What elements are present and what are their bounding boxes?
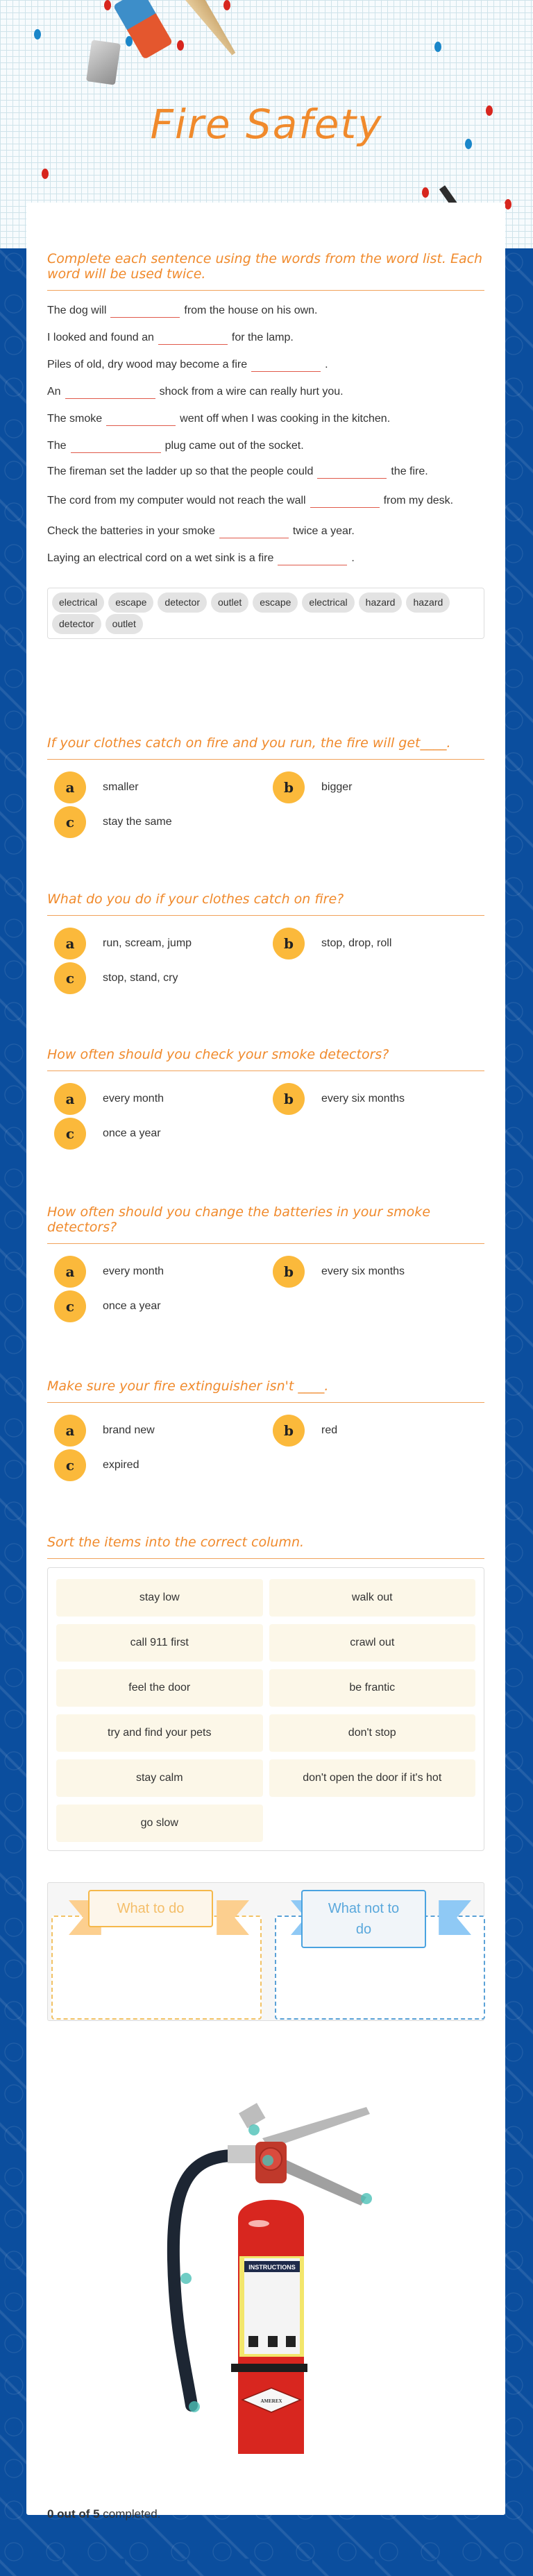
sentence-text: An — [47, 386, 61, 398]
confetti-dot — [42, 169, 49, 179]
confetti-dot — [126, 36, 133, 46]
confetti-dot — [34, 29, 41, 40]
hotspot-marker[interactable] — [180, 2273, 192, 2284]
sort-item[interactable]: be frantic — [269, 1669, 476, 1707]
option-letter-badge: c — [54, 962, 86, 994]
sentence-text: The dog will — [47, 305, 107, 316]
word-chip[interactable]: outlet — [211, 592, 248, 613]
question-3 — [47, 1047, 484, 1149]
sentence-text: . — [325, 359, 328, 370]
option-letter-badge: b — [273, 928, 305, 959]
sentence-1 — [47, 304, 484, 318]
sentence-text: from my desk. — [383, 495, 454, 506]
sort-item[interactable]: crawl out — [269, 1624, 476, 1662]
answer-options — [47, 1415, 484, 1481]
question-2 — [47, 892, 484, 993]
question-4 — [47, 1204, 484, 1322]
confetti-dot — [422, 187, 429, 198]
sentence-text: I looked and found an — [47, 332, 154, 343]
confetti-dot — [434, 42, 441, 52]
sort-title: Sort the items into the correct column. — [47, 1535, 484, 1559]
confetti-dot — [104, 0, 111, 10]
sentence-text: Piles of old, dry wood may become a fire — [47, 359, 248, 370]
sentence-text: went off when I was cooking in the kitchen. — [180, 413, 391, 425]
word-chip[interactable]: electrical — [52, 592, 104, 613]
word-chip[interactable]: outlet — [105, 614, 143, 634]
answer-options — [47, 1256, 484, 1322]
fill-in-section — [47, 251, 484, 639]
option-letter-badge: c — [54, 806, 86, 838]
sentence-6 — [47, 439, 484, 453]
question-1 — [47, 735, 484, 837]
word-bank — [47, 588, 484, 639]
sort-item[interactable]: don't open the door if it's hot — [269, 1759, 476, 1797]
blank-input[interactable] — [110, 305, 180, 318]
sentence-4 — [47, 385, 484, 399]
option-label: brand new — [103, 1424, 155, 1436]
sort-item[interactable]: don't stop — [269, 1714, 476, 1752]
option-label: smaller — [103, 781, 139, 793]
option-c[interactable] — [47, 1291, 266, 1322]
option-letter-badge: b — [273, 1083, 305, 1115]
answer-options — [47, 772, 484, 837]
sentence-text: shock from a wire can really hurt you. — [159, 386, 344, 398]
sort-item[interactable]: walk out — [269, 1579, 476, 1617]
sort-section — [47, 1535, 484, 1851]
completion-status — [47, 2507, 160, 2521]
option-letter-badge: c — [54, 1290, 86, 1322]
sentence-10 — [47, 552, 484, 565]
hotspot-marker[interactable] — [361, 2193, 372, 2204]
blank-input[interactable] — [65, 386, 155, 399]
completion-count: 0 out of 5 — [47, 2507, 100, 2520]
word-chip[interactable]: escape — [253, 592, 298, 613]
label-text: INSTRUCTIONS — [248, 2264, 296, 2271]
sentence-text: the fire. — [391, 466, 428, 477]
question-title: Make sure your fire extinguisher isn't ____. — [47, 1379, 484, 1403]
option-letter-badge: a — [54, 928, 86, 959]
option-a[interactable] — [47, 772, 266, 803]
sentence-text: from the house on his own. — [184, 305, 318, 316]
option-letter-badge: b — [273, 1415, 305, 1447]
blank-input[interactable] — [106, 413, 176, 426]
option-b[interactable] — [266, 928, 484, 959]
option-c[interactable] — [47, 963, 266, 993]
option-label: stay the same — [103, 816, 172, 828]
sort-item[interactable]: go slow — [56, 1805, 263, 1842]
blank-input[interactable] — [158, 332, 228, 345]
option-label: stop, stand, cry — [103, 972, 178, 984]
sentence-text: Check the batteries in your smoke — [47, 525, 215, 537]
hotspot-marker[interactable] — [248, 2124, 260, 2135]
sentence-text: plug came out of the socket. — [164, 440, 304, 452]
blank-input[interactable] — [278, 553, 347, 565]
option-b[interactable] — [266, 772, 484, 803]
confetti-dot — [177, 40, 184, 51]
word-chip[interactable]: electrical — [302, 592, 354, 613]
brand-text: AMEREX — [260, 2398, 282, 2404]
question-title: What do you do if your clothes catch on fire? — [47, 892, 484, 916]
option-label: every six months — [321, 1265, 405, 1277]
word-chip[interactable]: hazard — [359, 592, 403, 613]
question-title: How often should you change the batteries in your smoke detectors? — [47, 1204, 484, 1244]
question-title: How often should you check your smoke detectors? — [47, 1047, 484, 1071]
option-letter-badge: c — [54, 1449, 86, 1481]
sentence-text: The — [47, 440, 67, 452]
option-letter-badge: a — [54, 771, 86, 803]
option-b[interactable] — [266, 1256, 484, 1287]
sort-item[interactable]: try and find your pets — [56, 1714, 263, 1752]
sort-columns — [47, 1882, 484, 2021]
option-letter-badge: a — [54, 1415, 86, 1447]
sentence-7 — [47, 461, 484, 482]
option-c[interactable] — [47, 807, 266, 837]
completion-suffix: completed. — [99, 2507, 161, 2520]
confetti-dot — [505, 199, 511, 210]
option-label: bigger — [321, 781, 353, 793]
blank-input[interactable] — [317, 466, 387, 479]
word-chip[interactable]: escape — [108, 592, 153, 613]
option-letter-badge: b — [273, 771, 305, 803]
option-label: red — [321, 1424, 338, 1436]
sentence-8 — [47, 490, 484, 511]
option-letter-badge: a — [54, 1083, 86, 1115]
blank-input[interactable] — [71, 441, 161, 453]
option-c[interactable] — [47, 1450, 266, 1481]
option-label: expired — [103, 1459, 139, 1471]
option-c[interactable] — [47, 1118, 266, 1149]
sentence-2 — [47, 331, 484, 345]
fill-in-instruction: Complete each sentence using the words from the word list. Each word will be used twice. — [47, 251, 484, 291]
page-title: Fire Safety — [150, 101, 383, 148]
question-title: If your clothes catch on fire and you run, the fire will get____. — [47, 735, 484, 760]
option-a[interactable] — [47, 1084, 266, 1114]
blank-input[interactable] — [219, 526, 289, 538]
option-label: every month — [103, 1265, 164, 1277]
confetti-dot — [223, 0, 230, 10]
sentence-text: Laying an electrical cord on a wet sink is a fire — [47, 552, 274, 564]
sentence-9 — [47, 524, 484, 538]
sort-item[interactable]: stay calm — [56, 1759, 263, 1797]
sentence-text: . — [351, 552, 355, 564]
hotspot-marker[interactable] — [189, 2401, 200, 2412]
option-a[interactable] — [47, 1415, 266, 1446]
option-label: every month — [103, 1093, 164, 1104]
sort-item[interactable]: feel the door — [56, 1669, 263, 1707]
fire-extinguisher-image — [158, 2079, 387, 2457]
option-label: run, scream, jump — [103, 937, 192, 949]
option-letter-badge: a — [54, 1256, 86, 1288]
option-label: once a year — [103, 1127, 161, 1139]
blank-input[interactable] — [310, 495, 380, 508]
sort-item[interactable]: stay low — [56, 1579, 263, 1617]
sort-item[interactable]: call 911 first — [56, 1624, 263, 1662]
sentence-5 — [47, 412, 484, 426]
option-b[interactable] — [266, 1084, 484, 1114]
sentence-3 — [47, 358, 484, 372]
option-a[interactable] — [47, 928, 266, 959]
answer-options — [47, 928, 484, 993]
word-chip[interactable]: hazard — [406, 592, 450, 613]
answer-options — [47, 1084, 484, 1149]
option-label: stop, drop, roll — [321, 937, 392, 949]
question-5 — [47, 1379, 484, 1481]
sentence-text: twice a year. — [292, 525, 355, 537]
sentence-text: The fireman set the ladder up so that the people could — [47, 466, 314, 477]
sentence-text: The cord from my computer would not reach the wall — [47, 495, 306, 506]
option-letter-badge: c — [54, 1118, 86, 1150]
option-letter-badge: b — [273, 1256, 305, 1288]
option-label: once a year — [103, 1300, 161, 1312]
blank-input[interactable] — [251, 359, 321, 372]
sharpener-decoration — [86, 40, 121, 85]
column-header-what-to-do: What to do — [88, 1890, 213, 1927]
sentence-text: The smoke — [47, 413, 103, 425]
sentence-text: for the lamp. — [231, 332, 294, 343]
option-label: every six months — [321, 1093, 405, 1104]
word-chip[interactable]: detector — [52, 614, 101, 634]
column-header-what-not-to-do: What not to do — [301, 1890, 426, 1948]
worksheet-card — [26, 203, 505, 2520]
hotspot-marker[interactable] — [262, 2155, 273, 2166]
word-chip[interactable]: detector — [158, 592, 207, 613]
option-b[interactable] — [266, 1415, 484, 1446]
option-a[interactable] — [47, 1256, 266, 1287]
sort-items-pool — [47, 1567, 484, 1851]
